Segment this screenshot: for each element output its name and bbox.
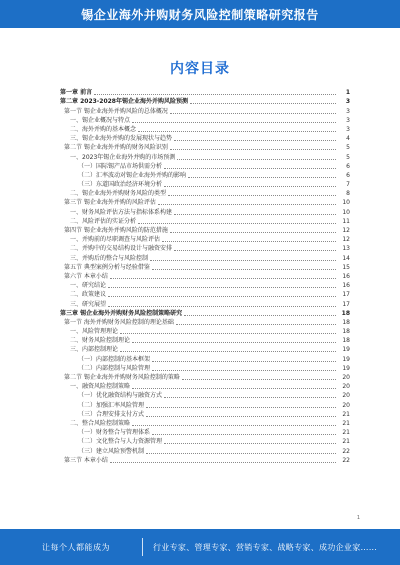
toc-entry[interactable] (60, 318, 350, 327)
toc-entry-text: （二）文化整合与人力资源管理 (78, 438, 163, 446)
toc-entry-text: 二、风险评估的实证分析 (70, 217, 137, 225)
toc-leader-dots (132, 388, 336, 389)
toc-entry[interactable] (60, 299, 350, 308)
toc-entry[interactable] (60, 207, 350, 216)
toc-entry-text: （三）建立风险预警机制 (78, 447, 145, 455)
toc-entry-page: 19 (342, 364, 350, 372)
toc-leader-dots (110, 278, 336, 279)
toc-entry-page: 19 (342, 346, 350, 354)
toc-entry-text: 第二节 锡企业海外并购财务风险控制的策略 (64, 374, 180, 381)
toc-entry[interactable] (60, 290, 350, 299)
toc-entry-text: 二、海外并购的基本概念 (70, 125, 137, 133)
toc-leader-dots (152, 370, 336, 371)
toc-entry-page: 8 (346, 190, 350, 198)
footer-bar (0, 529, 400, 565)
toc-entry-text: 第一章 前言 (60, 89, 93, 97)
toc-entry-text: （一）财务整合与管理体系 (78, 429, 151, 437)
toc-leader-dots (170, 232, 336, 233)
toc-entry-page: 20 (342, 374, 350, 381)
toc-entry[interactable] (60, 336, 350, 345)
toc-entry-page: 20 (342, 383, 350, 391)
toc-entry-text: （一）优化融资结构与融资方式 (78, 392, 163, 400)
toc-entry-page: 15 (342, 263, 350, 271)
toc-entry-text: 一、风险管理理论 (70, 328, 119, 336)
toc-entry[interactable] (60, 263, 350, 272)
toc-entry[interactable] (60, 217, 350, 226)
toc-entry[interactable] (60, 364, 350, 373)
toc-leader-dots (174, 214, 336, 215)
toc-leader-dots (132, 425, 336, 426)
toc-entry[interactable] (60, 134, 350, 143)
toc-entry[interactable] (60, 428, 350, 437)
toc-leader-dots (162, 241, 336, 242)
toc-entry-text: 第二节 锡企业海外并购的财务风险识别 (64, 144, 168, 152)
toc-leader-dots (168, 195, 336, 196)
toc-leader-dots (132, 342, 336, 343)
toc-entry-text: 第二章 2023-2028年锡企业海外并购风险预测 (60, 98, 188, 106)
toc-entry[interactable] (60, 226, 350, 235)
toc-leader-dots (108, 287, 336, 288)
toc-entry-page: 20 (342, 392, 350, 400)
toc-entry-text: （一）内部控制的基本框架 (78, 355, 151, 363)
toc-entry[interactable] (60, 419, 350, 428)
toc-entry[interactable] (60, 152, 350, 161)
toc-leader-dots (138, 131, 336, 132)
toc-leader-dots (176, 324, 336, 325)
toc-title: 内容目录 (170, 61, 230, 77)
toc-entry-text: 第四节 锡企业海外并购风险的防范措施 (64, 227, 168, 234)
toc-entry-page: 18 (342, 318, 350, 326)
toc-entry-page: 17 (342, 291, 350, 299)
toc-leader-dots (110, 462, 336, 463)
toc-entry-page: 22 (342, 456, 350, 464)
toc-entry-page: 3 (346, 116, 350, 124)
toc-entry-text: （三）合理安排支付方式 (78, 410, 145, 418)
toc-entry-text: （二）加强汇率风险管理 (78, 401, 145, 409)
footer-tags: 行业专家、管理专家、营销专家、战略专家、成功企业家…… (153, 542, 378, 552)
toc-entry-text: 第三节 锡企业海外并购的风险评估 (64, 199, 156, 207)
toc-entry[interactable] (60, 180, 350, 189)
toc-entry-text: 三、研究展望 (70, 300, 107, 308)
toc-entry-text: 一、2023年锡企业海外并购的市场预测 (70, 153, 176, 161)
toc-entry-page: 13 (342, 245, 350, 253)
toc-entry-page: 6 (346, 171, 350, 179)
toc-entry-text: 二、锡企业海外并购财务风险的类型 (70, 190, 167, 198)
toc-entry-text: 二、并购中的交易结构设计与融资安排 (70, 245, 173, 253)
toc-leader-dots (170, 113, 336, 114)
toc-entry-text: （一）国际锡产品市场供需分析 (78, 162, 163, 170)
toc-entry-page: 7 (346, 181, 350, 189)
toc-leader-dots (150, 260, 336, 261)
toc-entry-text: 三、锡企业海外并购的发展现状与趋势 (70, 135, 173, 143)
toc-entry-page: 19 (342, 355, 350, 363)
toc-leader-dots (174, 250, 336, 251)
toc-leader-dots (164, 168, 336, 169)
toc-leader-dots (164, 443, 336, 444)
toc-entry-page: 10 (342, 199, 350, 207)
toc-entry-page: 3 (346, 107, 350, 115)
header-bar (0, 0, 400, 28)
toc-leader-dots (164, 186, 336, 187)
toc-entry[interactable] (60, 309, 350, 318)
toc-entry-page: 21 (342, 438, 350, 446)
toc-leader-dots (164, 397, 336, 398)
toc-entry-page: 20 (342, 401, 350, 409)
toc-leader-dots (138, 223, 336, 224)
toc-entry[interactable] (60, 345, 350, 354)
toc-entry-text: 二、政策建议 (70, 291, 107, 299)
toc-leader-dots (177, 159, 336, 160)
table-of-contents (60, 88, 350, 465)
toc-entry-page: 16 (342, 272, 350, 280)
toc-entry-text: 一、财务风险评估方法与指标体系构建 (70, 208, 173, 216)
toc-entry-page: 10 (342, 208, 350, 216)
toc-entry[interactable] (60, 281, 350, 290)
toc-entry-text: 第一节 海外并购财务风险控制的理论基础 (64, 318, 174, 326)
toc-leader-dots (108, 306, 336, 307)
toc-entry-page: 3 (346, 125, 350, 133)
toc-entry[interactable] (60, 97, 350, 106)
toc-entry-text: 一、锡企业概况与特点 (70, 116, 131, 124)
footer-slogan: 让每个人都能成为 (42, 542, 110, 552)
toc-entry[interactable] (60, 272, 350, 281)
toc-entry-page: 12 (342, 227, 350, 234)
toc-entry[interactable] (60, 410, 350, 419)
toc-entry-text: 第六节 本章小结 (64, 272, 108, 280)
toc-entry-text: 一、融资风险控制策略 (70, 383, 131, 391)
toc-entry-text: 二、财务风险控制理论 (70, 337, 131, 345)
toc-leader-dots (158, 204, 336, 205)
toc-entry-page: 16 (342, 282, 350, 290)
toc-entry-page: 1 (345, 89, 350, 97)
toc-entry[interactable] (60, 456, 350, 465)
toc-leader-dots (152, 269, 336, 270)
toc-entry-text: 一、并购前的尽职调查与风险评估 (70, 236, 161, 244)
toc-leader-dots (152, 434, 336, 435)
toc-entry-text: 一、研究结论 (70, 282, 107, 290)
toc-entry-page: 5 (346, 144, 350, 152)
toc-entry-page: 14 (342, 254, 350, 262)
page-number: 1 (356, 515, 360, 521)
toc-leader-dots (146, 416, 336, 417)
toc-entry-text: 第三节 本章小结 (64, 456, 108, 464)
toc-leader-dots (146, 453, 336, 454)
toc-entry[interactable] (60, 400, 350, 409)
toc-entry[interactable] (60, 382, 350, 391)
toc-leader-dots (182, 379, 336, 380)
footer-divider (142, 538, 143, 556)
toc-entry-page: 21 (342, 410, 350, 418)
toc-leader-dots (190, 103, 336, 104)
report-title: 锡企业海外并购财务风险控制策略研究报告 (81, 7, 319, 22)
toc-entry[interactable] (60, 327, 350, 336)
toc-entry-text: 第一节 锡企业海外并购风险的总体概况 (64, 107, 168, 115)
toc-entry[interactable] (60, 235, 350, 244)
toc-leader-dots (120, 351, 336, 352)
toc-entry-page: 18 (342, 328, 350, 336)
toc-leader-dots (146, 407, 336, 408)
toc-entry-page: 17 (342, 300, 350, 308)
toc-entry[interactable] (60, 391, 350, 400)
toc-leader-dots (188, 177, 336, 178)
toc-entry-page: 5 (346, 153, 350, 161)
toc-entry-text: 三、内部控制理论 (70, 346, 119, 354)
toc-entry[interactable] (60, 446, 350, 455)
toc-leader-dots (94, 94, 336, 95)
toc-leader-dots (184, 315, 336, 316)
toc-entry[interactable] (60, 354, 350, 363)
toc-entry-text: （三）东道国政治经济环境分析 (78, 181, 163, 189)
toc-entry-page: 11 (342, 217, 350, 225)
toc-entry-text: 第三章 锡企业海外并购财务风险控制策略研究 (60, 309, 183, 317)
toc-entry[interactable] (60, 106, 350, 115)
toc-entry[interactable] (60, 125, 350, 134)
toc-entry[interactable] (60, 244, 350, 253)
toc-entry-page: 6 (346, 162, 350, 170)
toc-entry[interactable] (60, 116, 350, 125)
toc-leader-dots (170, 149, 336, 150)
toc-entry-page: 18 (341, 309, 350, 317)
toc-entry-text: （二）内部控制与风险管理 (78, 364, 151, 372)
toc-entry-text: 二、整合风险控制策略 (70, 419, 131, 427)
toc-entry-page: 21 (342, 419, 350, 427)
toc-entry[interactable] (60, 373, 350, 382)
toc-entry[interactable] (60, 171, 350, 180)
toc-entry[interactable] (60, 253, 350, 262)
toc-entry-page: 22 (342, 447, 350, 455)
toc-entry-text: 三、并购后的整合与风险控制 (70, 254, 149, 262)
toc-entry-page: 21 (342, 429, 350, 437)
toc-entry-page: 4 (346, 135, 350, 143)
toc-leader-dots (120, 333, 336, 334)
toc-leader-dots (152, 361, 336, 362)
toc-entry[interactable] (60, 198, 350, 207)
toc-leader-dots (174, 140, 336, 141)
toc-entry-page: 3 (345, 98, 350, 106)
toc-entry-page: 12 (342, 236, 350, 244)
toc-entry[interactable] (60, 189, 350, 198)
toc-leader-dots (132, 122, 336, 123)
toc-leader-dots (108, 296, 336, 297)
toc-entry-text: 第五节 典型案例分析与经验借鉴 (64, 263, 150, 271)
toc-entry[interactable] (60, 162, 350, 171)
toc-entry[interactable] (60, 88, 350, 97)
toc-entry-page: 18 (342, 337, 350, 345)
toc-entry[interactable] (60, 143, 350, 152)
toc-entry-text: （二）汇率波动对锡企业海外并购的影响 (78, 171, 187, 179)
toc-entry[interactable] (60, 437, 350, 446)
